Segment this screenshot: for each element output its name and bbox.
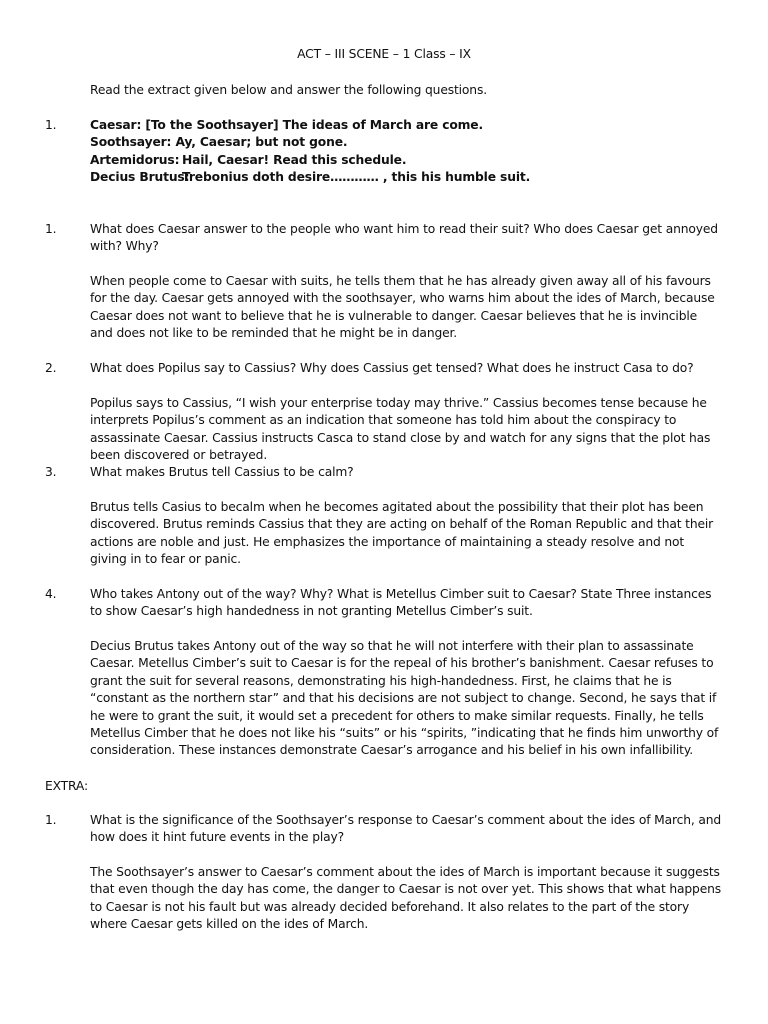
page-title: ACT – III SCENE – 1 Class – IX (297, 47, 471, 61)
question-text: What is the significance of the Soothsayer’s response to Caesar’s comment about the ides of March, and how does it hint future events in the play? (90, 813, 722, 845)
extract-line-caesar: Caesar: [To the Soothsayer] The ideas of March are come. (90, 118, 484, 132)
extract-number: 1. (45, 118, 57, 132)
answer-text: Decius Brutus takes Antony out of the way so that he will not interfere with their plan to assassinate Caesar. Metellus Cimber’s suit to Caesar is for the repeal of his brother’s banishment. Caesar refuses to grant the suit for several reasons, demonstrating his high-handedness. First, he claims that he is “constant as the northern star” and that his decisions are not subject to change. Second, he says that if he were to grant the suit, it would set a precedent for others to make similar requests. Finally, he tells Metellus Cimber that he does not like his “suits” or his “spirits, ”indicating that he finds him unworthy of consideration. These instances demonstrate Caesar’s arrogance and his belief in his own infallibility. (90, 639, 719, 758)
line-artemidorus-text: Hail, Caesar! Read this schedule. (182, 152, 407, 167)
question-text: Who takes Antony out of the way? Why? What is Metellus Cimber suit to Caesar? State Three instances to show Caesar’s high handedness in not granting Metellus Cimber’s suit. (90, 587, 712, 619)
answer-text: Popilus says to Cassius, “I wish your enterprise today may thrive.” Cassius becomes tense because he interprets Popilus’s comment as an indication that someone has told him about the conspiracy to assassinate Caesar. Cassius instructs Casca to stand close by and watch for any signs that the plot has been discovered or betrayed. (90, 396, 711, 463)
extract-block (90, 117, 722, 187)
instruction-text: Read the extract given below and answer the following questions. (90, 83, 487, 97)
line-decius-text: Trebonius doth desire………… , this his humble suit. (182, 170, 531, 185)
question-number: 1. (45, 813, 57, 827)
extract-line-artemidorus (90, 152, 722, 169)
extra-label: EXTRA: (45, 779, 88, 793)
answer-text: The Soothsayer’s answer to Caesar’s comment about the ides of March is important because it suggests that even though the day has come, the danger to Caesar is not over yet. This shows that what happens to Caesar is not his fault but was already decided beforehand. It also relates to the part of the story where Caesar gets killed on the ides of March. (90, 865, 722, 932)
question-number: 2. (45, 361, 57, 375)
speaker-artemidorus: Artemidorus: (90, 152, 180, 167)
question-number: 4. (45, 587, 57, 601)
question-text: What makes Brutus tell Cassius to be calm? (90, 465, 354, 479)
question-text: What does Popilus say to Cassius? Why does Cassius get tensed? What does he instruct Casa to do? (90, 361, 694, 375)
extract-line-soothsayer: Soothsayer: Ay, Caesar; but not gone. (90, 135, 348, 150)
question-text: What does Caesar answer to the people who want him to read their suit? Who does Caesar get annoyed with? Why? (90, 222, 718, 254)
question-number: 3. (45, 465, 57, 479)
speaker-decius-brutus: Decius Brutus: (90, 170, 190, 185)
answer-text: When people come to Caesar with suits, he tells them that he has already given away all of his favours for the day. Caesar gets annoyed with the soothsayer, who warns him about the ides of March, because Caesar does not want to believe that he is vulnerable to danger. Caesar believes that he is invincible and does not like to be reminded that he might be in danger. (90, 274, 715, 341)
answer-text: Brutus tells Casius to becalm when he becomes agitated about the possibility that their plot has been discovered. Brutus reminds Cassius that they are acting on behalf of the Roman Republic and that their actions are noble and just. He emphasizes the importance of maintaining a steady resolve and not giving in to fear or panic. (90, 500, 714, 567)
extract-line-decius (90, 169, 722, 186)
question-number: 1. (45, 222, 57, 236)
